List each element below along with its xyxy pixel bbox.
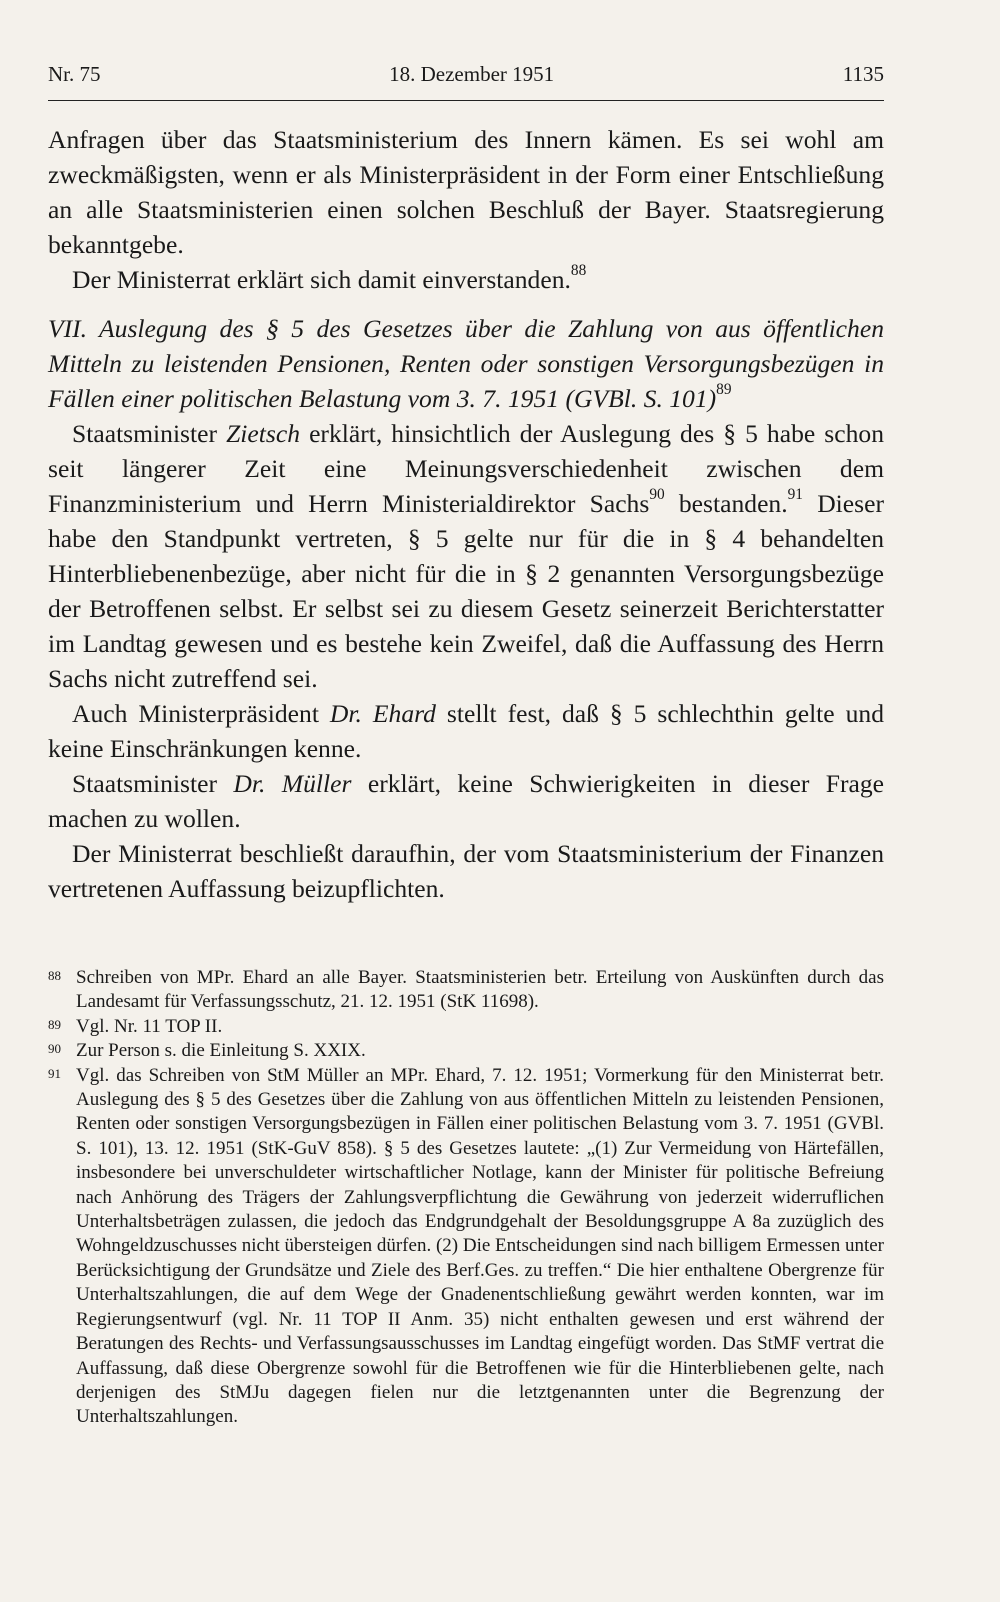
paragraph-text: Staatsminister	[72, 769, 234, 798]
footnote-ref-89[interactable]: 89	[716, 381, 732, 399]
paragraph-resolution-88	[48, 262, 884, 297]
paragraph-text: Der Ministerrat erklärt sich damit einverstanden.	[72, 265, 571, 294]
footnote-ref-88[interactable]: 88	[570, 262, 587, 280]
speaker-name: Zietsch	[226, 419, 301, 448]
paragraph-text: Staatsminister	[72, 419, 227, 448]
agenda-item-heading	[48, 311, 884, 416]
paragraph-ehard	[48, 696, 884, 766]
footnote-number: 88	[48, 968, 61, 983]
footnote-text: Vgl. das Schreiben von StM Müller an MPr. Ehard, 7. 12. 1951; Vormerkung für den Ministerrat betr. Auslegung des § 5 des Gesetzes über die Zahlung von aus öffentlichen Mitteln zu leistenden Pensionen, Renten oder sonstigen Versorgungsbezügen in Fällen einer politischen Belastung vom 3. 7. 1951 (GVBl. S. 101), 13. 12. 1951 (StK-GuV 858). § 5 des Gesetzes lautete: „(1) Zur Vermeidung von Härtefällen, insbesondere bei unverschuldeter wirtschaftlicher Notlage, kann der Minister für politische Befreiung nach Anhörung des Trägers der Zahlungsverpflichtung die Gewährung von jederzeit widerruflichen Unterhaltsbeträgen zulassen, die jedoch das Endgrundgehalt der Besoldungsgruppe A 8a zuzüglich des Wohngeldzuschusses nicht übersteigen dürfen. (2) Die Entscheidungen sind nach billigem Ermessen unter Berücksichtigung der Grundsätze und Ziele des Berf.Ges. zu treffen.“ Die hier enthaltene Obergrenze für Unterhaltszahlungen, die auf dem Wege der Gnadenentschließung gewährt werden konnten, war im Regierungsentwurf (vgl. Nr. 11 TOP II Anm. 35) nicht enthalten gewesen und erst während der Beratungen des Rechts- und Verfassungsausschusses im Landtag eingefügt worden. Das StMF vertrat die Auffassung, daß diese Obergrenze sowohl für die Betroffenen wie für die Hinterbliebenen gelte, nach derjenigen des StMJu dagegen fielen nur die letztgenannten unter die Begrenzung der Unterhaltszahlungen.	[76, 1064, 884, 1428]
footnote-number: 91	[48, 1065, 61, 1081]
paragraph-text: Anfragen über das Staatsministerium des Innern kämen. Es sei wohl am zweckmäßigsten, wenn er als Ministerpräsident in der Form einer Entschließung an alle Staatsministerien einen solchen Beschluß der Bayer. Staatsregierung bekanntgebe.	[48, 125, 884, 259]
header-rule	[48, 100, 884, 101]
paragraph-text: Der Ministerrat beschließt daraufhin, der vom Staatsministerium der Finanzen vertretenen Auffassung beizupflichten.	[48, 839, 884, 903]
header-document-number: Nr. 75	[48, 62, 101, 86]
footnote-text: Schreiben von MPr. Ehard an alle Bayer. Staatsministerien betr. Erteilung von Auskünften durch das Landesamt für Verfassungsschutz, 21. 12. 1951 (StK 11698).	[76, 967, 884, 1013]
paragraph-text: stellt fest, daß § 5 schlechthin gelte und keine Einschränkungen kenne.	[48, 699, 885, 763]
paragraph-text: erklärt, keine Schwierigkeiten in dieser Frage machen zu wollen.	[48, 769, 884, 833]
footnote-89	[48, 1015, 884, 1039]
paragraph-text: bestanden.	[664, 489, 788, 518]
speaker-name: Dr. Ehard	[329, 699, 436, 728]
heading-text: VII. Auslegung des § 5 des Gesetzes über die Zahlung von aus öffentlichen Mitteln zu leistenden Pensionen, Renten oder sonstigen Versorgungsbezügen in Fällen einer politischen Belastung vom 3. 7. 1951 (GVBl. S. 101)	[48, 314, 884, 413]
footnote-90	[48, 1039, 884, 1063]
footnote-91	[48, 1064, 884, 1430]
footnote-ref-90[interactable]: 90	[649, 486, 665, 504]
paragraph-mueller	[48, 766, 884, 836]
header-page-number: 1135	[842, 62, 884, 86]
paragraph-zietsch	[48, 416, 884, 696]
header-date: 18. Dezember 1951	[389, 62, 555, 86]
footnote-text: Zur Person s. die Einleitung S. XXIX.	[76, 1040, 366, 1062]
footnote-number: 90	[48, 1041, 61, 1057]
footnotes	[48, 966, 884, 1430]
paragraph-continuation	[48, 122, 884, 262]
running-header	[48, 62, 884, 87]
main-text	[48, 122, 884, 906]
footnote-88	[48, 966, 884, 1015]
footnote-number: 89	[48, 1016, 61, 1032]
paragraph-decision	[48, 836, 884, 906]
footnote-text: Vgl. Nr. 11 TOP II.	[76, 1015, 223, 1037]
paragraph-text: erklärt, hinsichtlich der Auslegung des § 5 habe schon seit längerer Zeit eine Meinungsverschiedenheit zwischen dem Finanzministerium und Herrn Ministerialdirektor Sachs	[48, 419, 884, 518]
paragraph-text: Dieser habe den Standpunkt vertreten, § 5 gelte nur für die in § 4 behandelten Hinterbliebenenbezüge, aber nicht für die in § 2 genannten Versorgungsbezüge der Betroffenen selbst. Er selbst sei zu diesem Gesetz seinerzeit Berichterstatter im Landtag gewesen und es bestehe kein Zweifel, daß die Auffassung des Herrn Sachs nicht zutreffend sei.	[48, 489, 884, 693]
paragraph-text: Auch Ministerpräsident	[72, 699, 330, 728]
footnote-ref-91[interactable]: 91	[787, 486, 803, 504]
speaker-name: Dr. Müller	[233, 769, 352, 798]
